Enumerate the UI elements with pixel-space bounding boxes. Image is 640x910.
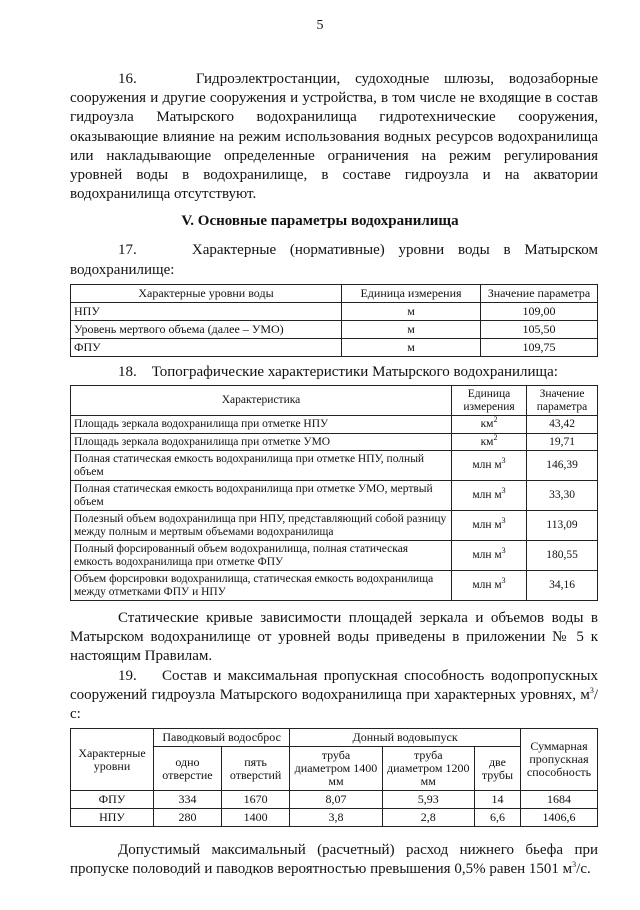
cell: 34,16 bbox=[527, 571, 598, 601]
cell: 1684 bbox=[521, 791, 598, 809]
cell: Полная статическая емкость водохранилища при отметке НПУ, полный объем bbox=[71, 451, 452, 481]
unit: км bbox=[480, 418, 494, 431]
unit: млн м bbox=[472, 489, 502, 502]
cell: 109,00 bbox=[481, 302, 598, 320]
cell bbox=[452, 416, 527, 434]
page-number: 5 bbox=[316, 18, 324, 33]
cell: Полезный объем водохранилища при НПУ, представляющий собой разницу между полным и мертвым объемами водохранилища bbox=[71, 511, 452, 541]
cell: 33,30 bbox=[527, 481, 598, 511]
paragraph-19-end: /с: bbox=[70, 686, 598, 723]
throughput-table bbox=[70, 728, 598, 827]
table-header-row bbox=[71, 729, 598, 747]
section-heading: V. Основные параметры водохранилища bbox=[181, 213, 459, 230]
table-row bbox=[71, 809, 598, 827]
table-header: труба диаметром 1400 мм bbox=[290, 747, 382, 791]
cell bbox=[452, 451, 527, 481]
table-header: Донный водовыпуск bbox=[290, 729, 521, 747]
unit: км bbox=[480, 435, 494, 448]
cell: 5,93 bbox=[382, 791, 474, 809]
cell bbox=[452, 481, 527, 511]
table-header: пять отверстий bbox=[221, 747, 289, 791]
cell: ФПУ bbox=[71, 338, 342, 356]
table-header-row bbox=[71, 386, 598, 416]
cell bbox=[452, 511, 527, 541]
table-row bbox=[71, 791, 598, 809]
paragraph-final-text: Допустимый максимальный (расчетный) расход нижнего бьефа при пропуске половодий и паводков вероятностью превышения 0,5% равен 1501 м bbox=[70, 842, 598, 878]
table-row bbox=[71, 481, 598, 511]
cell: 1400 bbox=[221, 809, 289, 827]
cell: Площадь зеркала водохранилища при отметке УМО bbox=[71, 433, 452, 451]
table-header: Характерные уровни bbox=[71, 729, 154, 791]
cell: 113,09 bbox=[527, 511, 598, 541]
table-header: две трубы bbox=[474, 747, 520, 791]
cell: 109,75 bbox=[481, 338, 598, 356]
table-header: труба диаметром 1200 мм bbox=[382, 747, 474, 791]
cell: Объем форсировки водохранилища, статическая емкость водохранилища между отметками ФПУ и НПУ bbox=[71, 571, 452, 601]
cell: м bbox=[342, 302, 481, 320]
paragraph-17: 17. Характерные (нормативные) уровни воды в Матырском водохранилище: bbox=[70, 242, 598, 278]
cell: 1670 bbox=[221, 791, 289, 809]
paragraph-final bbox=[70, 841, 598, 879]
cell: 280 bbox=[154, 809, 222, 827]
unit-exponent: 2 bbox=[493, 432, 498, 442]
table-header: Паводковый водосброс bbox=[154, 729, 290, 747]
unit-exponent: 3 bbox=[501, 516, 506, 526]
table-row bbox=[71, 571, 598, 601]
cell bbox=[452, 571, 527, 601]
unit: млн м bbox=[472, 459, 502, 472]
table-header: Значение параметра bbox=[527, 386, 598, 416]
cell: м bbox=[342, 338, 481, 356]
unit-exponent: 3 bbox=[501, 546, 506, 556]
paragraph-16: 16. Гидроэлектростанции, судоходные шлюзы, водозаборные сооружения и другие сооружения и устройства, в том числе не входящие в состав гидроузла Матырского водохранилища гидротехнические сооружения, оказывающие влияние на режим использования водных ресурсов водохранилища или накладывающие определенные ограничения на режим регулирования уровней воды в водохранилище, в составе гидроузла и на акватории водохранилища отсутствуют. bbox=[70, 71, 598, 203]
cell: Полный форсированный объем водохранилища, полная статическая емкость водохранилища при отметке ФПУ bbox=[71, 541, 452, 571]
table-row bbox=[71, 320, 598, 338]
cell: Площадь зеркала водохранилища при отметке НПУ bbox=[71, 416, 452, 434]
table-header: одно отверстие bbox=[154, 747, 222, 791]
unit: млн м bbox=[472, 549, 502, 562]
cell: 2,8 bbox=[382, 809, 474, 827]
cell: НПУ bbox=[71, 302, 342, 320]
cell: ФПУ bbox=[71, 791, 154, 809]
paragraph-18: 18. Топографические характеристики Матырского водохранилища: bbox=[118, 363, 558, 380]
unit-exponent: 2 bbox=[493, 415, 498, 425]
cell bbox=[452, 433, 527, 451]
table-row bbox=[71, 451, 598, 481]
cell: 334 bbox=[154, 791, 222, 809]
unit: млн м bbox=[472, 579, 502, 592]
paragraph-static-curves: Статические кривые зависимости площадей зеркала и объемов воды в Матырском водохранилище от уровней воды приведены в приложении № 5 к настоящим Правилам. bbox=[70, 610, 598, 665]
cell: 14 bbox=[474, 791, 520, 809]
cell: 105,50 bbox=[481, 320, 598, 338]
cell: Полная статическая емкость водохранилища при отметке УМО, мертвый объем bbox=[71, 481, 452, 511]
topographic-table bbox=[70, 385, 598, 601]
table-row bbox=[71, 338, 598, 356]
table-header: Суммарная пропускная способность bbox=[521, 729, 598, 791]
cell bbox=[452, 541, 527, 571]
table-row bbox=[71, 511, 598, 541]
unit-exponent: 3 bbox=[501, 456, 506, 466]
table-header: Единица измерения bbox=[342, 284, 481, 302]
table-row bbox=[71, 433, 598, 451]
unit: млн м bbox=[472, 519, 502, 532]
superscript: 3 bbox=[589, 685, 594, 695]
cell: м bbox=[342, 320, 481, 338]
table-row bbox=[71, 302, 598, 320]
paragraph-final-end: /с. bbox=[576, 861, 591, 878]
table-row bbox=[71, 541, 598, 571]
cell: НПУ bbox=[71, 809, 154, 827]
cell: 1406,6 bbox=[521, 809, 598, 827]
table-header-row bbox=[71, 284, 598, 302]
unit-exponent: 3 bbox=[501, 576, 506, 586]
cell: 19,71 bbox=[527, 433, 598, 451]
cell: 146,39 bbox=[527, 451, 598, 481]
table-header: Значение параметра bbox=[481, 284, 598, 302]
table-header: Характеристика bbox=[71, 386, 452, 416]
cell: 3,8 bbox=[290, 809, 382, 827]
unit-exponent: 3 bbox=[501, 486, 506, 496]
water-levels-table bbox=[70, 284, 598, 357]
cell: 6,6 bbox=[474, 809, 520, 827]
table-header: Характерные уровни воды bbox=[71, 284, 342, 302]
table-header: Единица измерения bbox=[452, 386, 527, 416]
table-row bbox=[71, 416, 598, 434]
cell: 43,42 bbox=[527, 416, 598, 434]
cell: 8,07 bbox=[290, 791, 382, 809]
paragraph-19 bbox=[70, 667, 598, 725]
cell: Уровень мертвого объема (далее – УМО) bbox=[71, 320, 342, 338]
cell: 180,55 bbox=[527, 541, 598, 571]
superscript: 3 bbox=[572, 860, 577, 870]
paragraph-19-text: 19. Состав и максимальная пропускная способность водопропускных сооружений гидроузла Матырского водохранилища при характерных уровнях, м bbox=[70, 667, 598, 703]
